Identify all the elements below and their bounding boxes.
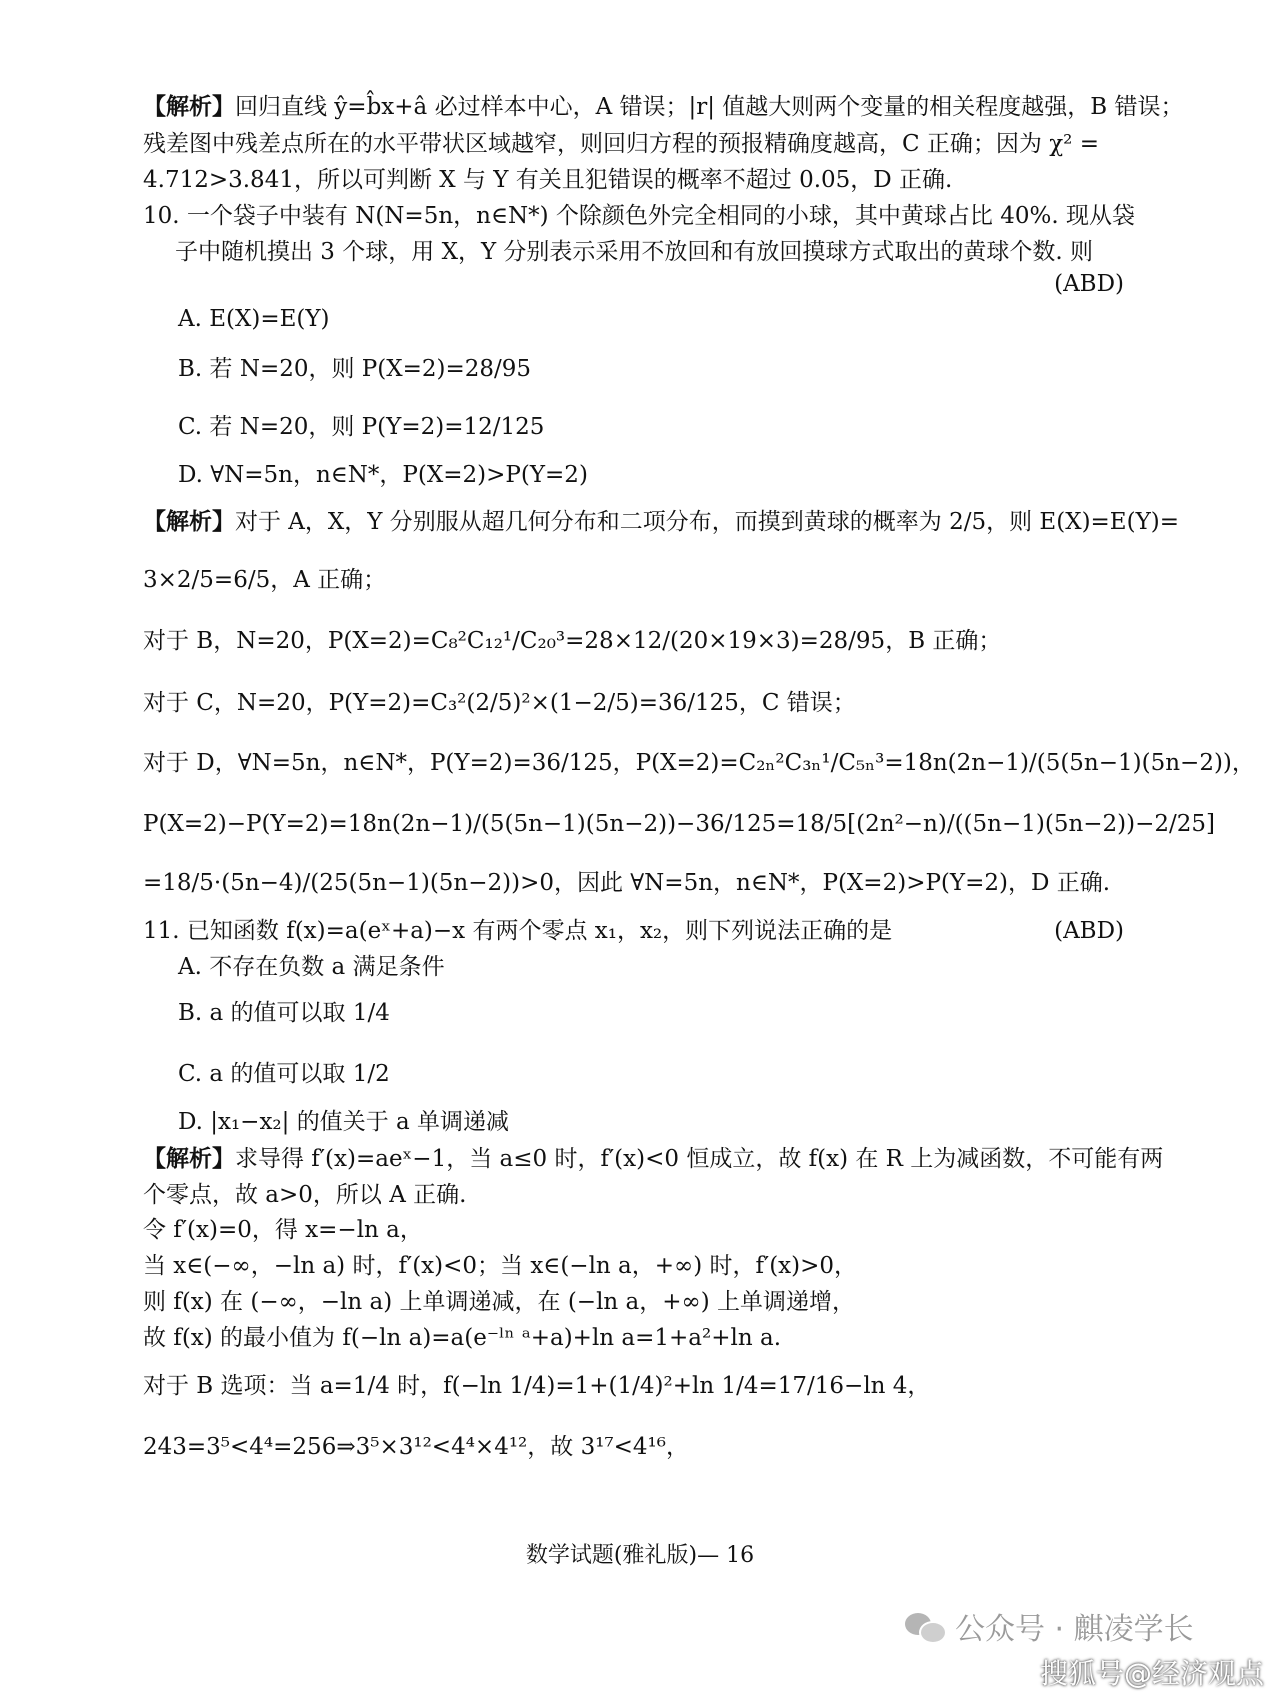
line-text: A. E(X)=E(Y) <box>178 306 330 332</box>
text-line <box>143 507 1179 537</box>
line-text: B. 若 N=20，则 P(X=2)=28/95 <box>178 356 532 382</box>
text-line <box>143 868 1143 898</box>
text-line <box>178 1059 1178 1089</box>
text-line <box>143 1432 1143 1462</box>
line-text: 243=3⁵<4⁴=256⇒3⁵×3¹²<4⁴×4¹²，故 3¹⁷<4¹⁶， <box>143 1434 689 1460</box>
line-text: 子中随机摸出 3 个球，用 X，Y 分别表示采用不放回和有放回摸球方式取出的黄球个数. 则 <box>175 239 1094 265</box>
line-text: 11. 已知函数 f(x)=a(eˣ+a)−x 有两个零点 x₁，x₂，则下列说法正确的是 <box>143 918 893 944</box>
analysis-tag: 【解析】 <box>143 508 235 535</box>
text-line <box>143 1144 1164 1174</box>
text-line <box>143 1251 1143 1281</box>
line-text: 对于 B，N=20，P(X=2)=C₈²C₁₂¹/C₂₀³=28×12/(20×19×3)=28/95，B 正确； <box>143 628 1002 654</box>
line-text: B. a 的值可以取 1/4 <box>178 1000 390 1026</box>
line-text: P(X=2)−P(Y=2)=18n(2n−1)/(5(5n−1)(5n−2))−36/125=18/5[(2n²−n)/((5n−1)(5n−2))−2/25] <box>143 811 1216 837</box>
text-line <box>178 460 1178 490</box>
text-line <box>143 1287 1143 1317</box>
analysis-tag: 【解析】 <box>143 1145 235 1172</box>
text-line <box>143 626 1143 656</box>
text-line <box>178 304 1178 334</box>
text-line <box>143 748 1255 778</box>
line-text: 残差图中残差点所在的水平带状区域越窄，则回归方程的预报精确度越高，C 正确；因为 χ² = <box>143 131 1099 157</box>
text-line <box>143 688 1143 718</box>
text-line <box>143 1323 1143 1353</box>
text-line <box>143 916 1143 946</box>
text-line <box>178 412 1178 442</box>
text-line <box>143 129 1143 159</box>
text-line <box>143 565 1143 595</box>
text-line <box>178 354 1178 384</box>
text-line <box>143 92 1184 122</box>
text-line <box>143 1180 1143 1210</box>
line-text: 回归直线 ŷ=b̂x+â 必过样本中心，A 错误；|r| 值越大则两个变量的相关程度越强，B 错误； <box>235 94 1184 120</box>
text-line <box>143 809 1216 839</box>
line-text: 对于 A，X，Y 分别服从超几何分布和二项分布，而摸到黄球的概率为 2/5，则 E(X)=E(Y)= <box>235 509 1179 535</box>
line-text: 4.712>3.841，所以可判断 X 与 Y 有关且犯错误的概率不超过 0.05，D 正确. <box>143 167 953 193</box>
text-line <box>178 1107 1178 1137</box>
text-line <box>175 237 1175 267</box>
wechat-watermark-text: 公众号 · 麒凌学长 <box>955 1612 1194 1647</box>
text-line <box>178 952 1178 982</box>
answer-key: (ABD) <box>1054 271 1124 297</box>
line-text: 当 x∈(−∞，−ln a) 时，f′(x)<0；当 x∈(−ln a，+∞) 时，f′(x)>0， <box>143 1253 858 1279</box>
line-text: 对于 C，N=20，P(Y=2)=C₃²(2/5)²×(1−2/5)=36/125，C 错误； <box>143 690 856 716</box>
line-text: 求导得 f′(x)=aeˣ−1，当 a≤0 时，f′(x)<0 恒成立，故 f(x) 在 R 上为减函数，不可能有两 <box>235 1146 1164 1172</box>
text-line <box>143 165 1143 195</box>
text-line <box>143 201 1143 231</box>
line-text: 则 f(x) 在 (−∞，−ln a) 上单调递减，在 (−ln a，+∞) 上单调递增， <box>143 1289 855 1315</box>
line-text: 10. 一个袋子中装有 N(N=5n，n∈N*) 个除颜色外完全相同的小球，其中黄球占比 40%. 现从袋 <box>143 203 1135 229</box>
line-text: 3×2/5=6/5，A 正确； <box>143 567 387 593</box>
answer-key: (ABD) <box>1054 918 1124 944</box>
page-footer: 数学试题(雅礼版)— 16 <box>525 1543 755 1568</box>
line-text: 故 f(x) 的最小值为 f(−ln a)=a(e⁻ˡⁿ ᵃ+a)+ln a=1+a²+ln a. <box>143 1325 782 1351</box>
line-text: 个零点，故 a>0，所以 A 正确. <box>143 1182 467 1208</box>
line-text: D. ∀N=5n，n∈N*，P(X=2)>P(Y=2) <box>178 462 588 488</box>
analysis-tag: 【解析】 <box>143 93 235 120</box>
line-text: 对于 D，∀N=5n，n∈N*，P(Y=2)=36/125，P(X=2)=C₂ₙ²C₃ₙ¹/C₅ₙ³=18n(2n−1)/(5(5n−1)(5n−2))， <box>143 750 1255 776</box>
text-line <box>143 1215 1143 1245</box>
line-text: 对于 B 选项：当 a=1/4 时，f(−ln 1/4)=1+(1/4)²+ln 1/4=17/16−ln 4， <box>143 1373 931 1399</box>
line-text: D. |x₁−x₂| 的值关于 a 单调递减 <box>178 1109 510 1135</box>
line-text: C. 若 N=20，则 P(Y=2)=12/125 <box>178 414 545 440</box>
line-text: 令 f′(x)=0，得 x=−ln a， <box>143 1217 423 1243</box>
line-text: =18/5·(5n−4)/(25(5n−1)(5n−2))>0，因此 ∀N=5n，n∈N*，P(X=2)>P(Y=2)，D 正确. <box>143 870 1111 896</box>
sohu-watermark: 搜狐号@经济观点 <box>1040 1657 1265 1690</box>
text-line <box>178 998 1178 1028</box>
line-text: C. a 的值可以取 1/2 <box>178 1061 390 1087</box>
line-text: A. 不存在负数 a 满足条件 <box>178 954 445 980</box>
wechat-watermark <box>905 1604 1194 1648</box>
wechat-icon <box>905 1611 945 1641</box>
text-line <box>143 1371 1143 1401</box>
